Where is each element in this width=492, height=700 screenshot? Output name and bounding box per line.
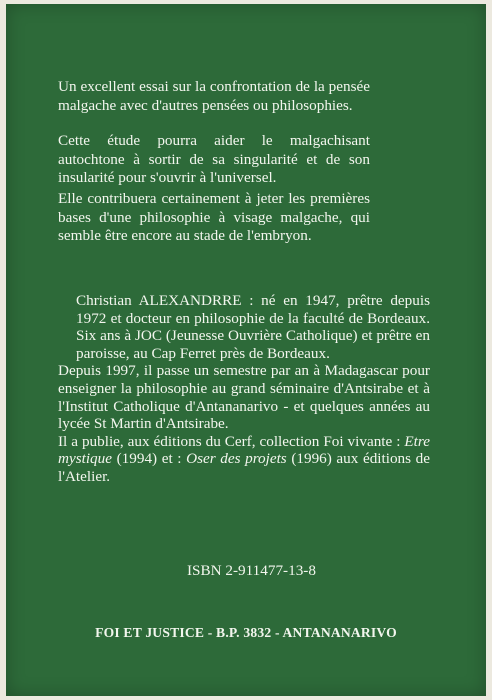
bio-publications xyxy=(58,433,430,486)
bio-madagascar: Depuis 1997, il passe un semestre par an à Madagascar pour enseigner la philosophie au grand séminaire d'Antsirabe et à l'Institut Catholique d'Antananarivo - et quelques années au lycée St Martin d'Antsirabe. xyxy=(58,362,430,433)
book-title-2: Oser des projets xyxy=(186,450,287,468)
book-year-1: (1994) et : xyxy=(112,450,187,468)
isbn: ISBN 2-911477-13-8 xyxy=(187,562,316,579)
publications-prefix: Il a publie, aux éditions du Cerf, collection Foi vivante : xyxy=(58,432,405,450)
book-title-1: Etre mystique xyxy=(58,432,430,468)
book-suffix-2: (1996) aux éditions de l'Atelier. xyxy=(58,450,431,485)
publisher-line: FOI ET JUSTICE - B.P. 3832 - ANTANANARIVO xyxy=(95,625,397,640)
blurb-paragraph-1: Un excellent essai sur la confrontation de la pensée malgache avec d'autres pensées ou philosophies. xyxy=(58,78,370,114)
blurb-paragraph-2: Cette étude pourra aider le malgachisant autochtone à sortir de sa singularité et de son insularité pour s'ouvrir à l'universel. xyxy=(58,132,370,186)
bio-intro: Christian ALEXANDRRE : né en 1947, prêtre depuis 1972 et docteur en philosophie de la faculté de Bordeaux. Six ans à JOC (Jeunesse Ouvrière Catholique) et prêtre en paroisse, au Cap Ferret près de Bordeaux. xyxy=(76,292,430,362)
author-biography xyxy=(58,292,430,486)
blurb-paragraph-3: Elle contribuera certainement à jeter les premières bases d'une philosophie à visage malgache, qui semble être encore au stade de l'embryon. xyxy=(58,190,370,244)
